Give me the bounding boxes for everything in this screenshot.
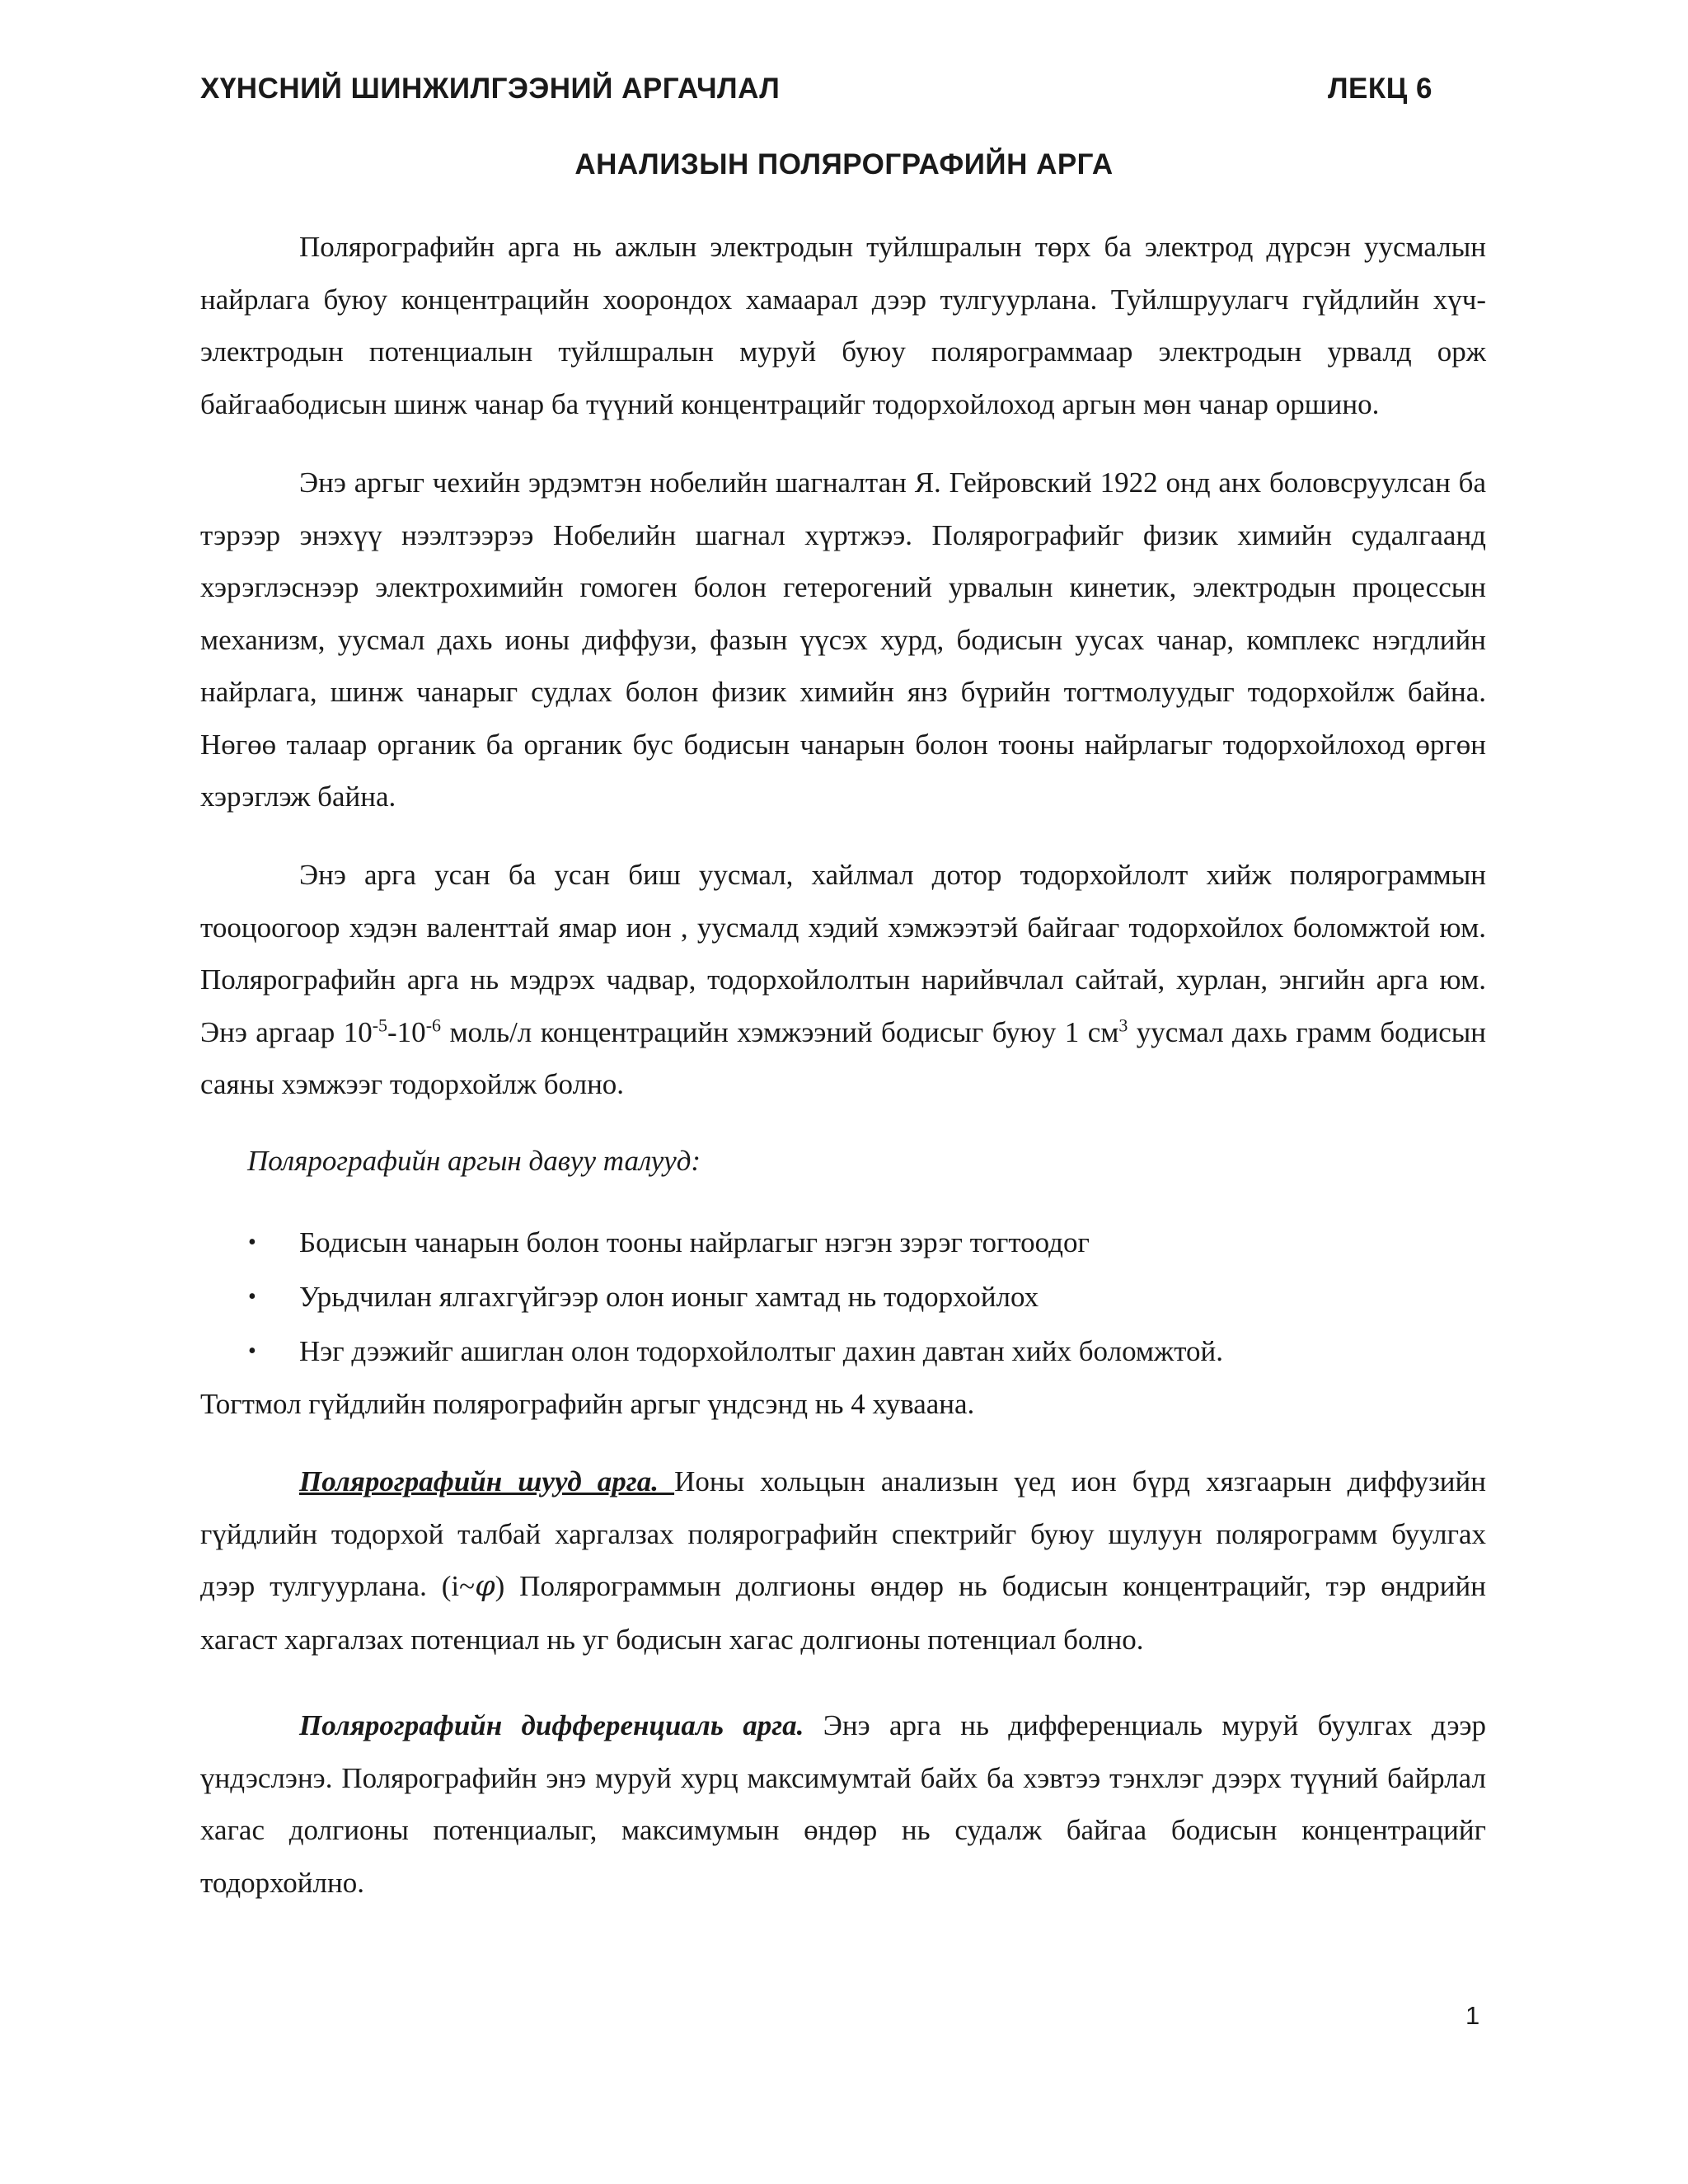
exponent-minus-5: -5: [372, 1014, 388, 1035]
header-course-title: ХҮНСНИЙ ШИНЖИЛГЭЭНИЙ АРГАЧЛАЛ: [200, 73, 781, 105]
direct-method-text-a: Ионы хольцын анализын үед ион бүрд хязгаарын диффузийн гүйдлийн тодорхой талбай харгалзах полярографийн спектрийг буюу шулуун полярограмм буулгах дээр тулгуурлана. (i~: [200, 1465, 1486, 1602]
paragraph-differential-method: [200, 1699, 1486, 1909]
advantages-heading: Полярографийн аргын давуу талууд:: [247, 1145, 701, 1177]
page-title: АНАЛИЗЫН ПОЛЯРОГРАФИЙН АРГА: [574, 148, 1114, 180]
list-item-text: Урьдчилан ялгахгүйгээр олон ионыг хамтад нь тодорхойлох: [299, 1281, 1039, 1313]
direct-method-text-b: ) Полярограммын долгионы өндөр нь бодисын концентрацийг, тэр өндрийн хагаст харгалзах потенциал нь уг бодисын хагас долгионы потенциал болно.: [200, 1570, 1486, 1656]
paragraph-capabilities-text-b: -10: [387, 1015, 426, 1048]
paragraph-capabilities: [200, 849, 1486, 1111]
paragraph-intro: Полярографийн арга нь ажлын электродын туйлшралын төрх ба электрод дүрсэн уусмалын найрлага буюу концентрацийн хоорондох хамаарал дээр тулгуурлана. Туйлшруулагч гүйдлийн хүч-электродын потенциалын туйлшралын муруй буюу полярограммаар электродын урвалд орж байгаабодисын шинж чанар ба түүний концентрацийг тодорхойлоход аргын мөн чанар оршино.: [200, 231, 1486, 420]
page-number: 1: [1465, 2001, 1480, 2030]
advantages-list: [200, 1216, 1486, 1379]
paragraph-history: Энэ аргыг чехийн эрдэмтэн нобелийн шагналтан Я. Гейровский 1922 онд анх боловсруулсан ба тэрээр энэхүү нээлтээрээ Нобелийн шагнал хүртжээ. Полярографийг физик химийн судалгаанд хэрэглэснээр электрохимийн гомоген болон гетерогений урвалын кинетик, электродын процессын механизм, уусмал дахь ионы диффузи, фазын үүсэх хурд, бодисын уусах чанар, комплекс нэгдлийн найрлага, шинж чанарыг судлах болон физик химийн янз бүрийн тогтмолуудыг тодорхойлж байна. Нөгөө талаар органик ба органик бус бодисын чанарын болон тооны найрлагыг тодорхойлоход өргөн хэрэглэж байна.: [200, 466, 1486, 813]
direct-method-term: Полярографийн шууд арга.: [299, 1465, 675, 1497]
header-lecture-number: ЛЕКЦ 6: [1328, 73, 1433, 105]
paragraph-direct-method: [200, 1455, 1486, 1666]
differential-method-term: Полярографийн дифференциаль арга.: [299, 1709, 804, 1741]
paragraph-capabilities-text-d: уусмал дахь грамм бодисын саяны хэмжээг тодорхойлж болно.: [200, 1015, 1486, 1100]
list-item: [200, 1216, 1486, 1270]
differential-method-text: Энэ арга нь дифференциаль муруй буулгах дээр үндэслэнэ. Полярографийн энэ муруй хурц максимумтай байх ба хэвтээ тэнхлэг дээрх түүний байрлал хагас долгионы потенциалыг, максимумын өндөр нь судалж байгаа бодисын концентрацийг тодорхойлно.: [200, 1709, 1486, 1899]
bullet-icon: •: [248, 1338, 256, 1364]
list-item-text: Нэг дээжийг ашиглан олон тодорхойлолтыг дахин давтан хийх боломжтой.: [299, 1335, 1224, 1367]
phi-symbol: φ: [475, 1570, 495, 1603]
exponent-cubed: 3: [1118, 1014, 1128, 1035]
list-item: [200, 1324, 1486, 1379]
methods-count-line: Тогтмол гүйдлийн полярографийн аргыг үндсэнд нь 4 хуваана.: [200, 1388, 975, 1420]
list-item: [200, 1270, 1486, 1324]
exponent-minus-6: -6: [425, 1014, 442, 1035]
paragraph-capabilities-text-a: Энэ арга усан ба усан биш уусмал, хайлмал дотор тодорхойлолт хийж полярограммын тооцоогоор хэдэн валенттай ямар ион , уусмалд хэдий хэмжээтэй байгааг тодорхойлох боломжтой юм. Полярографийн арга нь мэдрэх чадвар, тодорхойлолтын нарийвчлал сайтай, хурлан, энгийн арга юм. Энэ аргаар 10: [200, 859, 1486, 1048]
bullet-icon: •: [248, 1230, 256, 1255]
bullet-icon: •: [248, 1284, 256, 1310]
paragraph-capabilities-text-c: моль/л концентрацийн хэмжээний бодисыг буюу 1 см: [441, 1015, 1119, 1048]
list-item-text: Бодисын чанарын болон тооны найрлагыг нэгэн зэрэг тогтоодог: [299, 1226, 1090, 1258]
